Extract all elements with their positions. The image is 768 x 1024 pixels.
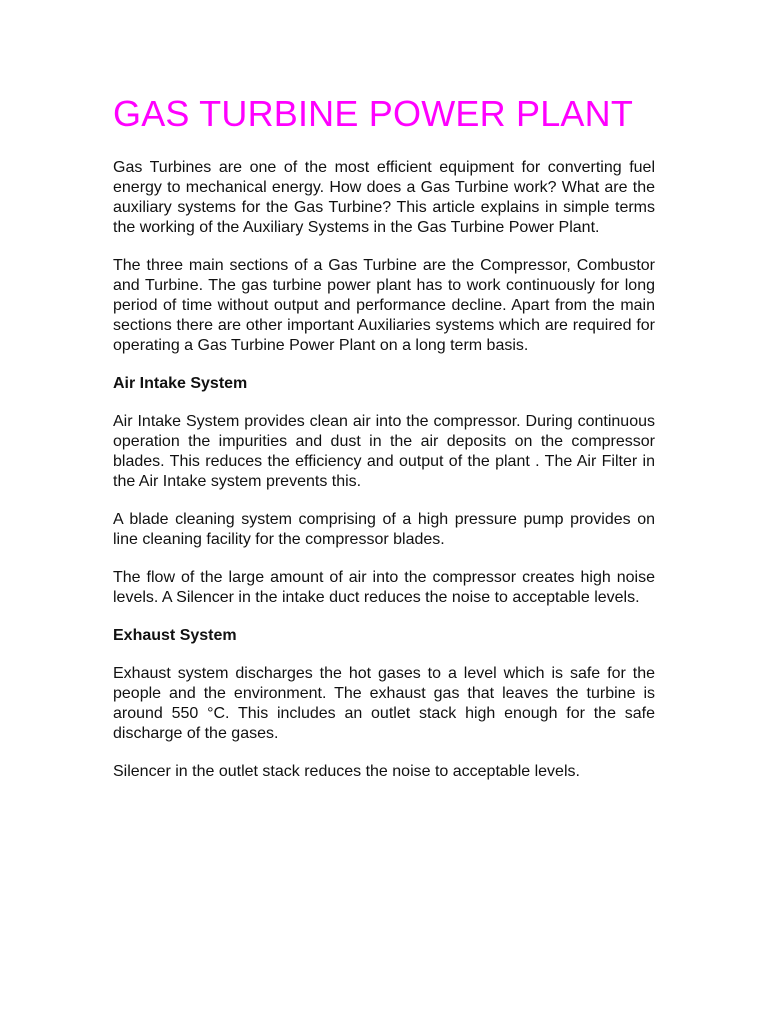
- paragraph-air-intake: Air Intake System provides clean air into the compressor. During continuous operation the impurities and dust in the air deposits on the compressor blades. This reduces the efficiency and output of the plant . The Air Filter in the Air Intake system prevents this.: [113, 413, 655, 490]
- paragraph-intro: Gas Turbines are one of the most efficient equipment for converting fuel energy to mechanical energy. How does a Gas Turbine work? What are the auxiliary systems for the Gas Turbine? This article explains in simple terms the working of the Auxiliary Systems in the Gas Turbine Power Plant.: [113, 159, 655, 236]
- heading-air-intake-system: Air Intake System: [113, 375, 248, 392]
- document-page: [113, 92, 655, 800]
- paragraph-intake-silencer: The flow of the large amount of air into the compressor creates high noise levels. A Silencer in the intake duct reduces the noise to acceptable levels.: [113, 569, 655, 606]
- document-title: GAS TURBINE POWER PLANT: [113, 93, 634, 134]
- paragraph-main-sections: The three main sections of a Gas Turbine are the Compressor, Combustor and Turbine. The gas turbine power plant has to work continuously for long period of time without output and performance decline. Apart from the main sections there are other important Auxiliaries systems which are required for operating a Gas Turbine Power Plant on a long term basis.: [113, 257, 655, 354]
- paragraph-outlet-silencer: Silencer in the outlet stack reduces the noise to acceptable levels.: [113, 763, 580, 780]
- paragraph-exhaust: Exhaust system discharges the hot gases to a level which is safe for the people and the environment. The exhaust gas that leaves the turbine is around 550 °C. This includes an outlet stack high enough for the safe discharge of the gases.: [113, 665, 655, 742]
- heading-exhaust-system: Exhaust System: [113, 627, 237, 644]
- paragraph-blade-cleaning: A blade cleaning system comprising of a high pressure pump provides on line cleaning facility for the compressor blades.: [113, 511, 655, 548]
